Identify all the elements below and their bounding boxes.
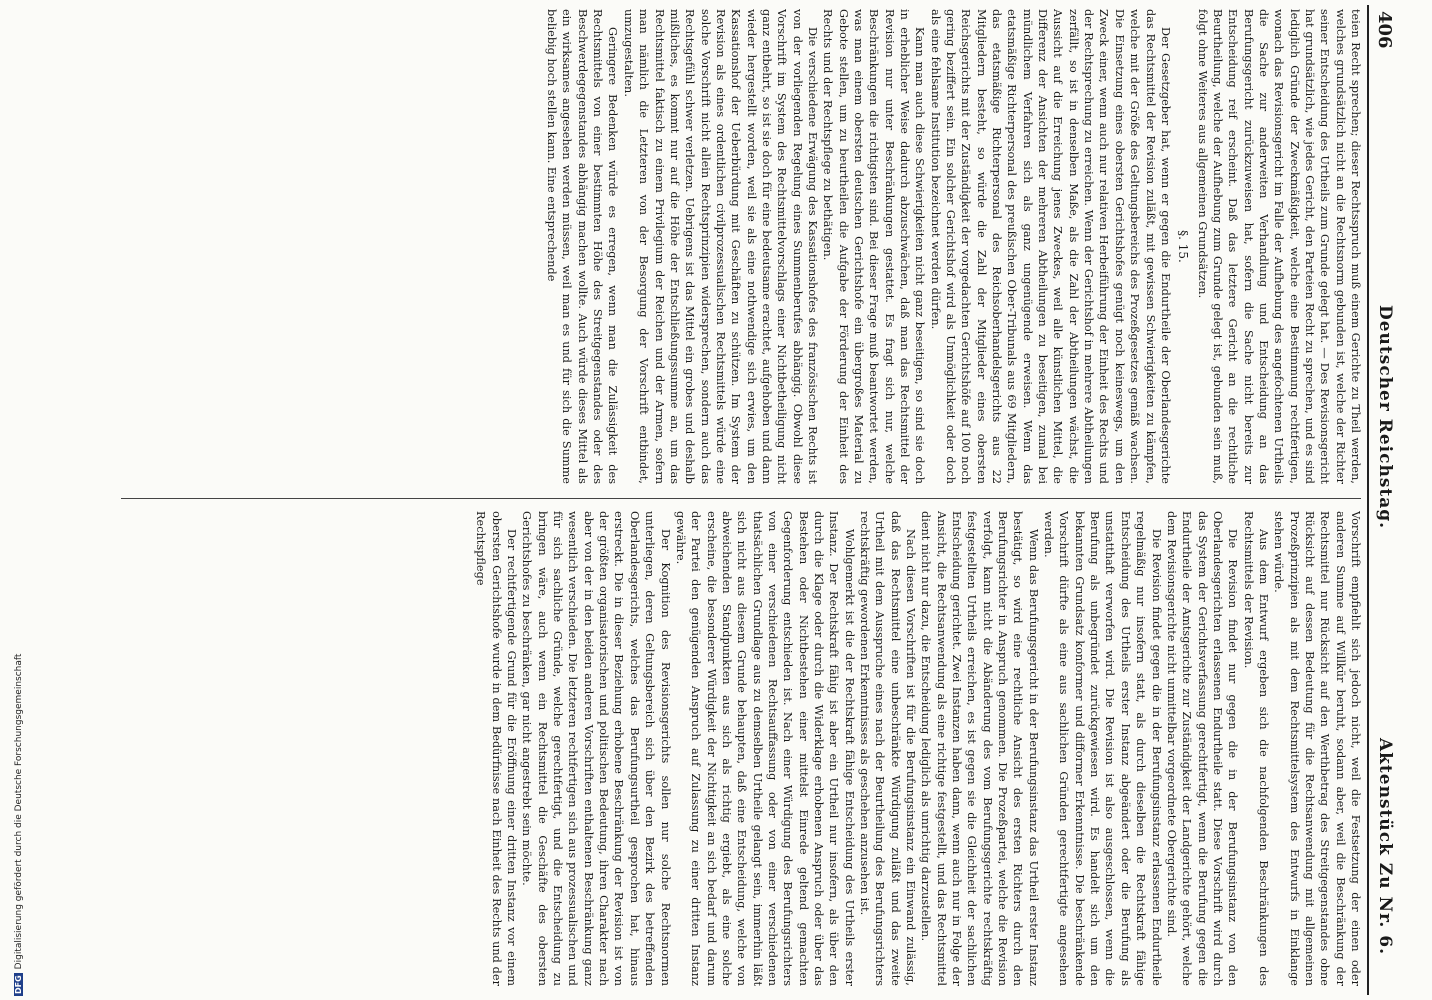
- running-title: Deutscher Reichstag.: [1375, 305, 1395, 530]
- dfg-logo: DFG: [14, 975, 23, 994]
- left-column: [113, 9, 1363, 484]
- paragraph: Kann man auch diese Schwierigkeiten nicht ganz beseitigen, so sind sie doch in erheblicher Weise dadurch abzuschwächen, daß man das Rechtsmittel der Revision nur unter Beschränkungen gestattet. Es fragt sich nur, welche Beschränkungen die richtigsten sind. Bei dieser Frage muß beantwortet werden, was man einem obersten deutschen Gerichtshofe ein übergroßes Material zu Gebote stellen, um zu beurtheilen die Aufgabe der Förderung der Einheit des Rechts und der Rechtspflege zu bethätigen.: [821, 9, 927, 484]
- paragraph: Der Gesetzgeber hat, wenn er gegen die Endurtheile der Oberlandesgerichte das Rechtsmittel der Revision zuläßt, mit gewissen Schwierigkeiten zu kämpfen, welche mit der Größe des Geltungsbereichs des Prozeßgesetzes gemäß wachsen. Die Einsetzung eines obersten Gerichtshofes genügt noch keineswegs, um den Zweck einer, wenn auch nur relativen Herbeiführung der Einheit des Rechts und der Rechtsprechung zu erreichen. Wenn der Gerichtshof in mehrere Abtheilungen zerfällt, so ist in denselben Maße, als die Zahl der Abtheilungen wächst, die Aussicht auf die Erreichung jenes Zweckes, weil alle künstlichen Mittel, die Differenz der Ansichten der mehreren Abtheilungen zu beseitigen, zumal bei mündlichem Verfahren sich als ganz ungenügende erweisen. Wenn das etatsmäßige Richterpersonal des preußischen Ober-Tribunals aus 69 Mitgliedern, das etatsmäßige Richterpersonal des Reichsoberhandelsgerichts aus 22 Mitgliedern besteht, so würde die Zahl der Mitglieder eines obersten Reichsgerichts mit der Zuständigkeit der vorgedachten Gerichtshöfe auf 100 noch gering beziffert sein. Ein solcher Gerichtshof wird als Unmöglichkeit oder doch als eine fehlsame Institution bezeichnet werden dürfen.: [928, 9, 1172, 484]
- paragraph: Die Revision findet nur gegen die in der Berufungsinstanz von den Oberlandesgerichten erlassenen Endurtheile statt. Diese Vorschrift wird durch das System der Gerichtsverfassung gerechtfertigt, wenn die Berufung gegen die Endurtheile der Amtsgerichte zur Zuständigkeit der Landgerichte gehört, welche dem Revisionsgerichte nicht unmittelbar vorgeordnete Obergerichte sind.: [1164, 511, 1240, 986]
- paragraph: Der rechtfertigende Grund für die Eröffnung einer dritten Instanz vor einem obersten Gerichtshofe wurde in dem Bedürfnisse nach Einheit des Rechts und der Rechtspflege: [474, 511, 519, 986]
- section-heading: §. 15.: [1176, 230, 1191, 263]
- digitization-credit: [14, 16, 24, 996]
- paragraph: Die Revision findet gegen die in der Berufungsinstanz erlassenen Endurtheile regelmäßig nur insofern statt, als durch dieselben die Rechtskraft fähige Entscheidung des Urtheils erster Instanz abgeändert oder die Berufung als unstatthaft verworfen wird. Die Revision ist also ausgeschlossen, wenn die Berufung als unbegründet zurückgewiesen wird. Es handelt sich um den bekannten Grundsatz konformer und difformer Erkenntnisse. Die beschränkende Vorschrift dürfte als eine aus sachlichen Gründen gerechtfertigte angesehen werden.: [1042, 511, 1163, 986]
- paragraph: Wenn das Berufungsgericht in der Berufungsinstanz das Urtheil erster Instanz bestätigt, so wird eine rechtliche Ansicht des ersten Richters durch den Berufungsrichter in Anspruch genommen. Die Prozeßpartei, welche die Revision verfolgt, kann nicht die Abänderung des vom Berufungsgerichte rechtskräftig festgestellten Urtheils erreichen, es ist gegen sie die Gleichheit der sachlichen Entscheidung gerichtet. Zwei Instanzen haben dann, wenn auch nur in Folge der Ansicht, die Rechtsanwendung als eine richtige festgestellt, und das Rechtsmittel dient nicht nur dazu, die Entscheidung lediglich als unrichtig darzustellen.: [919, 511, 1040, 986]
- paragraph: Die verschiedene Erwägung des Kassationshofes des französischen Rechts ist von der vorliegenden Regelung eines Summenberufes abhängig. Obwohl diese Vorschrift im System des Rechtsmittelvorschlags einer Nichtbetheiligung nicht ganz entbehrt, so ist sie doch für eine bedeutsame erachtet, aufgehoben und dann wieder hergestellt worden, weil sie als eine nothwendige sich erwies, um den Kassationshof der Ueberbürdung mit Geschäften zu schützen. Im System der Revision als eines ordentlichen civilprozessualischen Rechtsmittels würde eine solche Vorschrift nicht allein Rechtsprinzipien widersprechen, sondern auch das Rechtsgefühl schwer verletzen. Uebrigens ist das Mittel ein grobes und deshalb mißliches, es kommt nur auf die Höhe der Entschließungssumme an, um das Rechtsmittel faktisch zu einem Privilegium der Reichen und der Armen, sofern man nämlich die Letzteren von der Besorgung der Vorschrift entbindet, umzugestalten.: [621, 9, 819, 484]
- paragraph: Geringere Bedenken würde es erregen, wenn man die Zulässigkeit des Rechtsmittels von einer bestimmten Höhe des Streitgegenstandes oder des Beschwerdegegenstandes abhängig machen wollte. Auch würde dieses Mittel als ein wirksames angesehen werden müssen, weil man es und für sich die Summe beliebig hoch stellen kann. Eine entsprechende: [545, 9, 620, 484]
- paragraph: Der Kognition des Revisionsgerichts sollen nur solche Rechtsnormen unterliegen, deren Geltungsbereich sich über den Bezirk des betreffenden Oberlandesgerichts, welches das Berufungsurtheil gesprochen hat, hinaus erstreckt. Die in dieser Beziehung erhobene Beschränkung der Revision ist von der größten organisatorischen und politischen Bedeutung, ihren Charakter nach aber von der in den beiden anderen Vorschriften enthaltenen Beschränkung ganz wesentlich verschieden. Die letzteren rechtfertigen sich aus prozessualischen und für sich sachliche Gründe, welche gerechtfertigt, und die Entscheidung zu bringen wäre, auch wenn ein Rechtsmittel die Geschäfte des obersten Gerichtshofes zu beschränken, gar nicht angestrebt sein möchte.: [520, 511, 672, 986]
- paragraph: Wohlgemerkt ist die der Rechtskraft fähige Entscheidung des Urtheils erster Instanz. Der Rechtskraft fähig ist aber ein Urtheil nur insofern, als über den durch die Klage oder durch die Widerklage erhobenen Anspruch oder über das Bestehen oder Nichtbestehen einer mittelst Einrede geltend gemachten Gegenforderung entschieden ist. Nach einer Würdigung des Berufungsrichters von einer verschiedenen Rechtsauffassung oder von einer verschiedenen thatsächlichen Grundlage aus zu demselben Urtheile gelangt sein, immerhin läßt sich nicht aus diesem Grunde behaupten, daß eine Entscheidung, welche von abweichenden Standpunkten aus sich als richtig ergiebt, als eine solche erscheine, die besonderer Würdigkeit der Nichtigkeit an sich bedarf und darum der Partei den genügenden Anspruch auf Zulassung zu einer dritten Instanz gewähre.: [673, 511, 856, 986]
- supplement-label: Aktenstück Zu Nr. 6.: [1375, 737, 1395, 955]
- paragraph: Vorschrift empfiehlt sich jedoch nicht, weil die Festsetzung der einen oder anderen Summe auf Willkür beruht, sodann aber, weil die Beschränkung der Rechtsmittel nur Rücksicht auf den Werthbetrag des Streitgegenstandes obne Rücksicht auf dessen Bedeutung für die Rechtsanwendung mit allgemeinen Prozeßprinzipien als mit dem Rechtsmittelsystem des Entwurfs in Einklange stehen würde.: [1272, 511, 1362, 986]
- paragraph: Nach diesen Vorschriften ist für die Berufungsinstanz ein Einwand zulässig, daß das Rechtsmittel eine unbeschränkte Würdigung zuläßt und das zweite Urtheil mit dem Ausspruche eines nach der Beurtheilung des Berufungsrichters rechtskräftig gewordenen Erkenntnisses als geschehen anzusehen ist.: [858, 511, 918, 986]
- page-header: [1367, 5, 1395, 995]
- page-number: 406: [1374, 11, 1395, 49]
- right-column: [113, 511, 1363, 986]
- paragraph: Aus dem Entwurf ergeben sich die nachfolgenden Beschränkungen des Rechtsmittels der Revision.: [1241, 511, 1270, 986]
- rotated-page-content: [105, 5, 1395, 995]
- column-divider: [121, 498, 1361, 499]
- paragraph: teien Recht sprechen; dieser Rechtsspruch muß einem Gerichte zu Theil werden, welches grundsätzlich nicht an die Rechtsnorm gebunden ist, welche der Richter seiner Entscheidung des Urtheils zum Grunde gelegt hat. — Des Revisionsgericht hat grundsätzlich, wie jedes Gericht, den Parteien Recht zu sprechen, und es sind lediglich Gründe der Zweckmäßigkeit, welche eine Bestimmung rechtfertigen, wonach das Revisionsgericht im Falle der Aufhebung des angefochtenen Urtheils die Sache zur anderweiten Verhandlung und Entscheidung an das Berufungsgericht zurückzuweisen hat, sofern die Sache nicht bereits zur Entscheidung reif erscheint. Daß das letztere Gericht an die rechtliche Beurtheilung, welche der Aufhebung zum Grunde gelegt ist, gebunden sein muß, folgt ohne Weiteres aus allgemeinen Grundsätzen.: [1195, 9, 1362, 484]
- credit-text: Digitalisierung gefördert durch die Deutsche Forschungsgemeinschaft: [14, 653, 24, 970]
